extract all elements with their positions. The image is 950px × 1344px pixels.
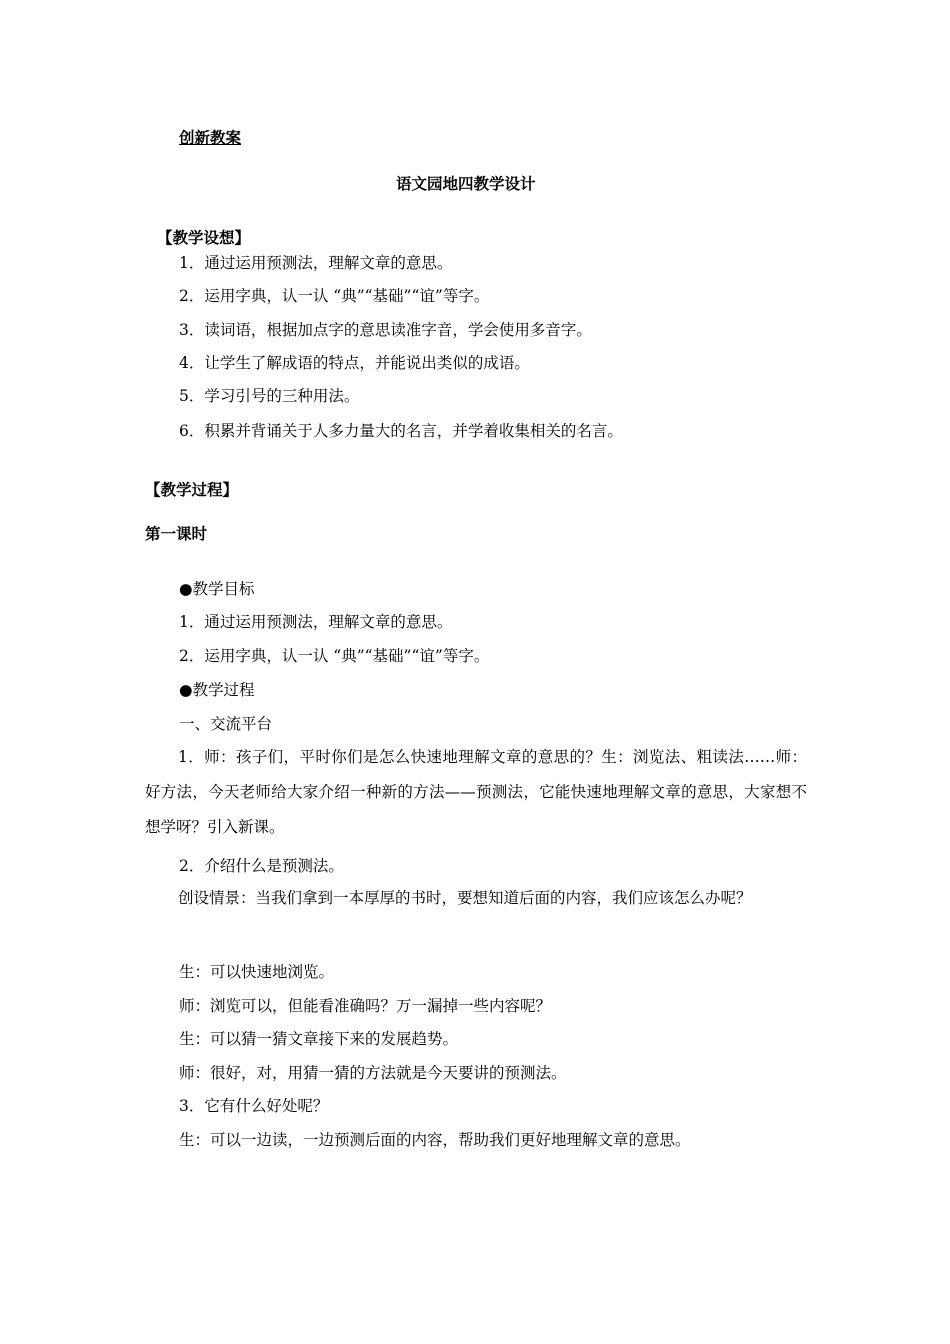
goal-item: 2．运用字典，认一认 “典”“基础”“谊”等字。 [179, 647, 490, 665]
design-item: 2．运用字典，认一认 “典”“基础”“谊”等字。 [179, 287, 490, 305]
dialog-line: 生：可以快速地浏览。 [179, 963, 335, 981]
section-heading-design: 【教学设想】 [157, 229, 251, 247]
goal-item: 1．通过运用预测法，理解文章的意思。 [179, 613, 453, 631]
subsection-heading: 一、交流平台 [179, 715, 273, 733]
dialog-line: 生：可以猜一猜文章接下来的发展趋势。 [179, 1030, 459, 1048]
dialog-line: 生：可以一边读，一边预测后面的内容，帮助我们更好地理解文章的意思。 [179, 1131, 691, 1149]
dialog-line: 师：浏览可以，但能看准确吗？万一漏掉一些内容呢？ [179, 997, 552, 1015]
section-heading-process: 【教学过程】 [145, 481, 239, 499]
paragraph-intro: 1．师：孩子们，平时你们是怎么快速地理解文章的意思的？生：浏览法、粗读法……师：好方法，今天老师给大家介绍一种新的方法——预测法，它能快速地理解文章的意思，大家想不想学呀？引入新课。 [145, 748, 807, 836]
doc-title: 语文园地四教学设计 [396, 175, 536, 193]
design-item: 1．通过运用预测法，理解文章的意思。 [179, 254, 453, 272]
process-heading: ●教学过程 [179, 681, 255, 699]
design-item: 6．积累并背诵关于人多力量大的名言，并学着收集相关的名言。 [179, 422, 623, 440]
design-item: 3．读词语，根据加点字的意思读准字音，学会使用多音字。 [179, 321, 592, 339]
design-item: 4．让学生了解成语的特点，并能说出类似的成语。 [179, 354, 530, 372]
step-item: 2．介绍什么是预测法。 [179, 857, 344, 875]
goals-heading: ●教学目标 [179, 580, 255, 598]
paragraph-scenario: 创设情景：当我们拿到一本厚厚的书时，要想知道后面的内容，我们应该怎么办呢？ [178, 889, 752, 907]
doc-tag: 创新教案 [179, 129, 242, 147]
design-item: 5．学习引号的三种用法。 [179, 387, 360, 405]
step-item: 3．它有什么好处呢？ [179, 1097, 329, 1115]
dialog-line: 师：很好，对，用猜一猜的方法就是今天要讲的预测法。 [179, 1064, 567, 1082]
lesson-heading: 第一课时 [145, 525, 208, 543]
